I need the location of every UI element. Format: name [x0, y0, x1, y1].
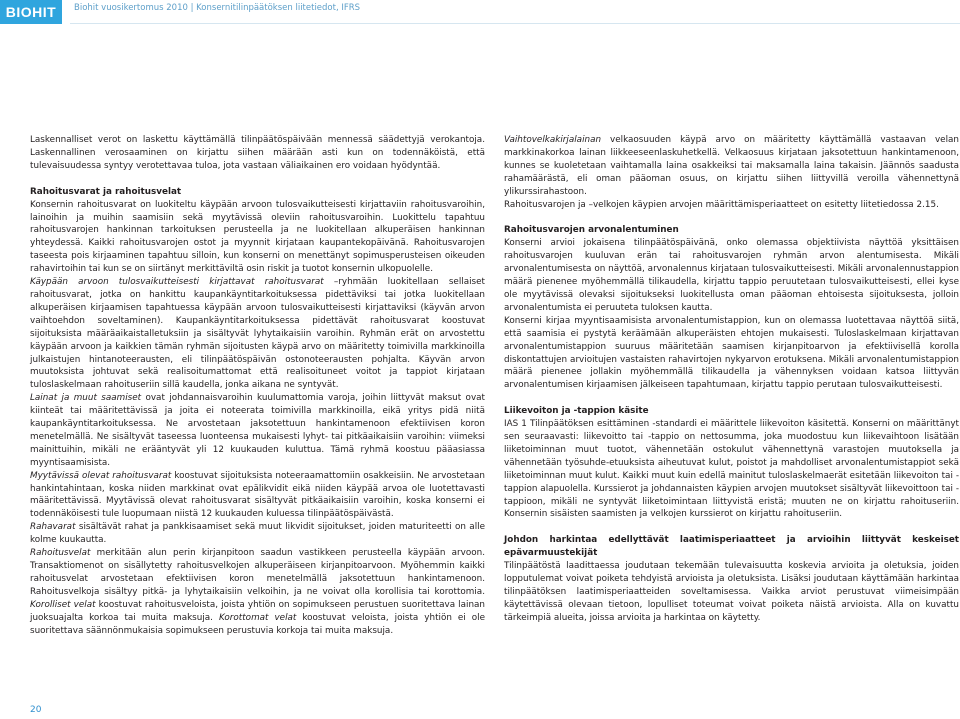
afs-term: Myytävissä olevat rahoitusvarat	[30, 470, 172, 481]
cash-term: Rahavarat	[30, 522, 76, 533]
loans-term: Lainat ja muut saamiset	[30, 393, 142, 404]
page-number: 20	[30, 705, 42, 715]
biohit-logo: BIOHIT	[0, 0, 62, 24]
liabilities-term: Rahoitusvelat	[30, 548, 91, 559]
fvtpl-paragraph: Käypään arvoon tulosvaikutteisesti kirjattavat rahoitusvarat –ryhmään luokitellaan sellaiset rahoitusvarat, jotka on hankittu kaupankäyntitarkoituksessa pidettäviksi tai jotka luokitellaan alkuperäisen kirjaamisen tapahtuessa käypään arvoon tulosvaikutteisesti kirjattaviksi (käyvän arvon vaihtoehdon soveltaminen). Kaupankäyntitarkoituksessa pidettävät rahoitusvarat koostuvat sijoituksista määräaikaistalletuksiin ja sisältyvät lyhytaikaisiin varoihin. Ryhmän erät on arvostettu käypään arvoon ja kaikkien tämän ryhmän sijoitusten käypä arvo on määritetty toimivilla markkinoilla julkaistujen hintanoteerausten, eli tilinpäätöspäivän ostonoteerausten pohjalta. Käyvän arvon muutoksista johtuvat sekä realisoitumattomat että realisoituneet voitot ja tappiot kirjataan tuloslaskelmaan rahoituseriin sillä kaudella, jonka aikana ne syntyvät.	[30, 277, 486, 391]
operating-profit-paragraph: IAS 1 Tilinpäätöksen esittäminen -standardi ei määrittele liikevoiton käsitettä. Konserni on määrittänyt sen seuraavasti: liikevoitto tai -tappio on nettosumma, joka muodostuu kun liikevaihtoon lisätään liiketoiminnan muut tuotot, vähennetään ostokulut vähennettynä varastojen muutoksella ja vähennetään työsuhde-etuuksista aiheutuvat kulut, poistot ja mahdolliset arvonalentumistappiot sekä liiketoiminnan muut kulut. Kaikki muut kuin edellä mainitut tuloslaskelmaerät esitetään liikevoiton tai -tappion alapuolella. Kurssierot ja johdannaisten käypien arvojen muutokset sisältyvät liikevoittoon tai -tappioon, mikäli ne syntyvät liiketoimintaan liittyvistä eristä; muuten ne on kirjattu rahoituseriin. Konsernin sisäisten saamisten ja velkojen kurssierot on kirjattu rahoituseriin.	[504, 419, 959, 520]
right-column	[504, 134, 959, 625]
header-breadcrumb: Biohit vuosikertomus 2010 | Konsernitilinpäätöksen liitetiedot, IFRS	[74, 3, 361, 13]
fair-value-reference-paragraph: Rahoitusvarojen ja –velkojen käypien arvojen määrittämisperiaatteet on esitetty liitetiedossa 2.15.	[504, 199, 939, 210]
header-rule	[70, 23, 960, 24]
deferred-tax-paragraph: Laskennalliset verot on laskettu käyttämällä tilinpäätöspäivään mennessä säädettyjä verokantoja. Laskennallinen verosaaminen on kirjattu siihen määrään asti kun on todennäköistä, että tulevaisuudessa syntyy verotettavaa tuloa, jota vastaan väliaikainen ero voidaan hyödyntää.	[30, 135, 485, 171]
financial-assets-paragraph: Konsernin rahoitusvarat on luokiteltu käypään arvoon tulosvaikutteisesti kirjattaviin rahoitusvaroihin, lainoihin ja muihin saamisiin sekä myytävissä oleviin rahoitusvaroihin. Luokittelu tapahtuu rahoitusvarojen hankinnan tarkoituksen perusteella ja ne luokitellaan alkuperäisen hankinnan yhteydessä. Kaikki rahoitusvarojen ostot ja myynnit kirjataan kaupantekopäivänä. Rahoitusvarojen taseesta pois kirjaaminen tapahtuu silloin, kun konserni on menettänyt sopimusperusteisen oikeuden rahavirtoihin tai kun se on siirtänyt merkittäviltä osin riskit ja tuotot konsernin ulkopuolelle.	[30, 199, 485, 275]
convertible-term: Vaihtovelkakirjalainan	[504, 135, 602, 145]
non-interest-bearing-term: Korottomat velat	[218, 612, 297, 623]
section-heading-financial-assets: Rahoitusvarat ja rahoitusvelat	[30, 186, 182, 197]
section-heading-judgements: Johdon harkintaa edellyttävät laatimisperiaatteet ja arvioihin liittyvät keskeiset epävarmuustekijät	[504, 535, 959, 559]
cash-paragraph: Rahavarat sisältävät rahat ja pankkisaamiset sekä muut likvidit sijoitukset, joiden maturiteetti on alle kolme kuukautta.	[30, 522, 485, 546]
loans-receivables-paragraph: Lainat ja muut saamiset ovat johdannaisvaroihin kuulumattomia varoja, joihin liittyvät maksut ovat kiinteät tai määritettävissä ja joita ei noteerata toimivilla markkinoilla, eikä yritys pidä niitä kaupankäyntitarkoituksessa. Ne arvostetaan jaksotettuun hankintamenoon efektiivisen koron menetelmällä. Ne sisältyvät taseessa luonteensa mukaisesti lyhyt- tai pitkäaikaisiin varoihin: viimeksi mainittuihin, mikäli ne erääntyvät yli 12 kuukauden kuluttua. Tämä ryhmä koostuu pääasiassa myyntisaamisista.	[30, 393, 485, 468]
financial-liabilities-paragraph: Rahoitusvelat merkitään alun perin kirjanpitoon saadun vastikkeen perusteella käypään arvoon. Transaktiomenot on sisällytetty rahoitusvelkojen alkuperäiseen kirjanpitoarvoon. Myöhemmin kaikki rahoitusvelat arvostetaan efektiivisen koron menetelmällä jaksotettuun hankintamenoon. Rahoitusvelkoja sisältyy pitkä- ja lyhytaikaisiin velkoihin, ja ne voivat olla korollisia tai korottomia. Korolliset velat koostuvat rahoitusveloista, joista yhtiön on sopimukseen perustuen suoritettava lainan juoksuajalta korkoa tai muita maksuja. Korottomat velat koostuvat veloista, joista yhtiön ei ole suoritettava säännönmukaisia sopimukseen perustuvia korkoja tai muita maksuja.	[30, 548, 485, 636]
receivables-impairment-paragraph: Konserni kirjaa myyntisaamisista arvonalentumistappion, kun on olemassa luotettavaa näyttöä siitä, että saamisia ei pystytä keräämään alkuperäisten ehtojen mukaisesti. Tuloslaskelmaan kirjattavan arvonalentumistappion suuruus määritetään saamisen kirjanpitoarvon ja efektiivisellä korolla diskontattujen arvioitujen vastaisten rahavirtojen nykyarvon erotuksena. Mikäli arvonalentumistappion määrä pienenee jollakin myöhemmällä tilikaudella ja vähennyksen voidaan katsoa liittyvän arvonalentumisen kirjaamisen jälkeiseen tapahtumaan, kirjattu tappio perutaan tulosvaikutteisesti.	[504, 315, 959, 391]
judgements-paragraph: Tilinpäätöstä laadittaessa joudutaan tekemään tulevaisuutta koskevia arvioita ja oletuksia, joiden lopputulemat voivat poiketa tehdyistä arvioista ja oletuksista. Lisäksi joudutaan käyttämään harkintaa tilinpäätöksen laatimisperiaatteiden soveltamisessa. Vaikka arviot perustuvat viimeisimpään käytettävissä olevaan tietoon, lopulliset toteumat voivat poiketa näistä arvioista. Alla on kuvattu tärkeimpiä alueita, joissa arvioita ja harkintaa on käytetty.	[504, 561, 959, 623]
logo-divider	[62, 0, 66, 24]
interest-bearing-term: Korolliset velat	[30, 599, 96, 610]
convertible-loan-paragraph: Vaihtovelkakirjalainan velkaosuuden käypä arvo on määritetty käyttämällä vastaavan velan markkinakorkoa lainan liikkeeseenlaskuhetkellä. Velkaosuus kirjataan jaksotettuun hankintamenoon, kunnes se kuoletetaan vaihtamalla laina osakkeiksi tai maksamalla laina takaisin. Jäännös saadusta rahamäärästä, eli oman pääoman osuus, on kirjattu siihen liittyvillä veroilla vähennettynä ylikurssirahastoon.	[504, 135, 959, 197]
afs-paragraph: Myytävissä olevat rahoitusvarat koostuvat sijoituksista noteeraamattomiin osakkeisiin. Ne arvostetaan hankintahintaan, koska niiden markkinat ovat epälikvidit eikä niiden käypää arvoa ole luotettavasti määritettävissä. Myytävissä olevat rahoitusvarat sisältyvät pitkäaikaisiin varoihin, koska konserni ei todennäköisesti tule luopumaan niistä 12 kuukauden kuluessa tilinpäätöspäivästä.	[30, 470, 486, 520]
left-column	[30, 134, 485, 637]
section-heading-operating-profit: Liikevoiton ja -tappion käsite	[504, 406, 649, 417]
page-header	[0, 0, 960, 24]
impairment-paragraph: Konserni arvioi jokaisena tilinpäätöspäivänä, onko olemassa objektiivista näyttöä yksittäisen rahoitusvarojen kuuluvan erän tai rahoitusvarojen ryhmän arvon alentumisesta. Mikäli arvonalentumisesta on näyttöä, arvonalennus kirjataan tulosvaikutteisesti. Mikäli arvonalennustappion määrä pienenee myöhemmällä tilikaudella, kirjattu tappio peruutetaan tulosvaikutteisesti, ellei kyse ole myytävissä olevaksi sijoitukseksi luokitellusta oman pääoman ehtoisesta sijoituksesta, jolloin arvonalentumista ei peruuteta tuloksen kautta.	[504, 238, 959, 313]
section-heading-impairment: Rahoitusvarojen arvonalentuminen	[504, 225, 679, 236]
fvtpl-term: Käypään arvoon tulosvaikutteisesti kirjattavat rahoitusvarat	[30, 277, 324, 288]
